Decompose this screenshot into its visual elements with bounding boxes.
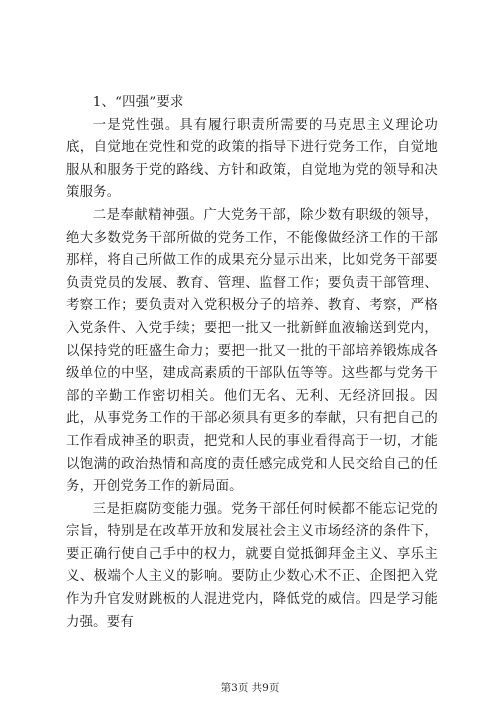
page-number-footer: 第3页 共9页	[220, 682, 280, 694]
section-heading: 1、“四强”要求	[92, 95, 184, 110]
paragraph-party-spirit: 一是党性强。具有履行职责所需要的马克思主义理论功底，自觉地在党性和党的政策的指导下进行党务工作，自觉地服从和服务于党的路线、方针和政策，自觉地为党的领导和决策服务。	[66, 117, 438, 201]
document-body	[66, 92, 438, 634]
paragraph-anti-corruption: 三是拒腐防变能力强。党务干部任何时候都不能忘记党的宗旨，特别是在改革开放和发展社会主义市场经济的条件下，要正确行使自己手中的权力，就要自觉抵御拜金主义、享乐主义、极端个人主义的影响。要防止少数心术不正、企图把入党作为升官发财跳板的人混进党内，降低党的威信。四是学习能力强。要有	[66, 501, 438, 630]
paragraph-dedication: 二是奉献精神强。广大党务干部，除少数有职级的领导，绝大多数党务干部所做的党务工作，不能像做经济工作的干部那样，将自己所做工作的成果充分显示出来，比如党务干部要负责党员的发展、教育、管理、监督工作；要负责干部管理、考察工作；要负责对入党积极分子的培养、教育、考察，严格入党条件、入党手续；要把一批又一批新鲜血液输送到党内，以保持党的旺盛生命力；要把一批又一批的干部培养锻炼成各级单位的中坚，建成高素质的干部队伍等等。这些都与党务干部的辛勤工作密切相关。他们无名、无利、无经济回报。因此，从事党务工作的干部必须具有更多的奉献，只有把自己的工作看成神圣的职责，把党和人民的事业看得高于一切，才能以饱满的政治热情和高度的责任感完成党和人民交给自己的任务，开创党务工作的新局面。	[66, 207, 438, 495]
